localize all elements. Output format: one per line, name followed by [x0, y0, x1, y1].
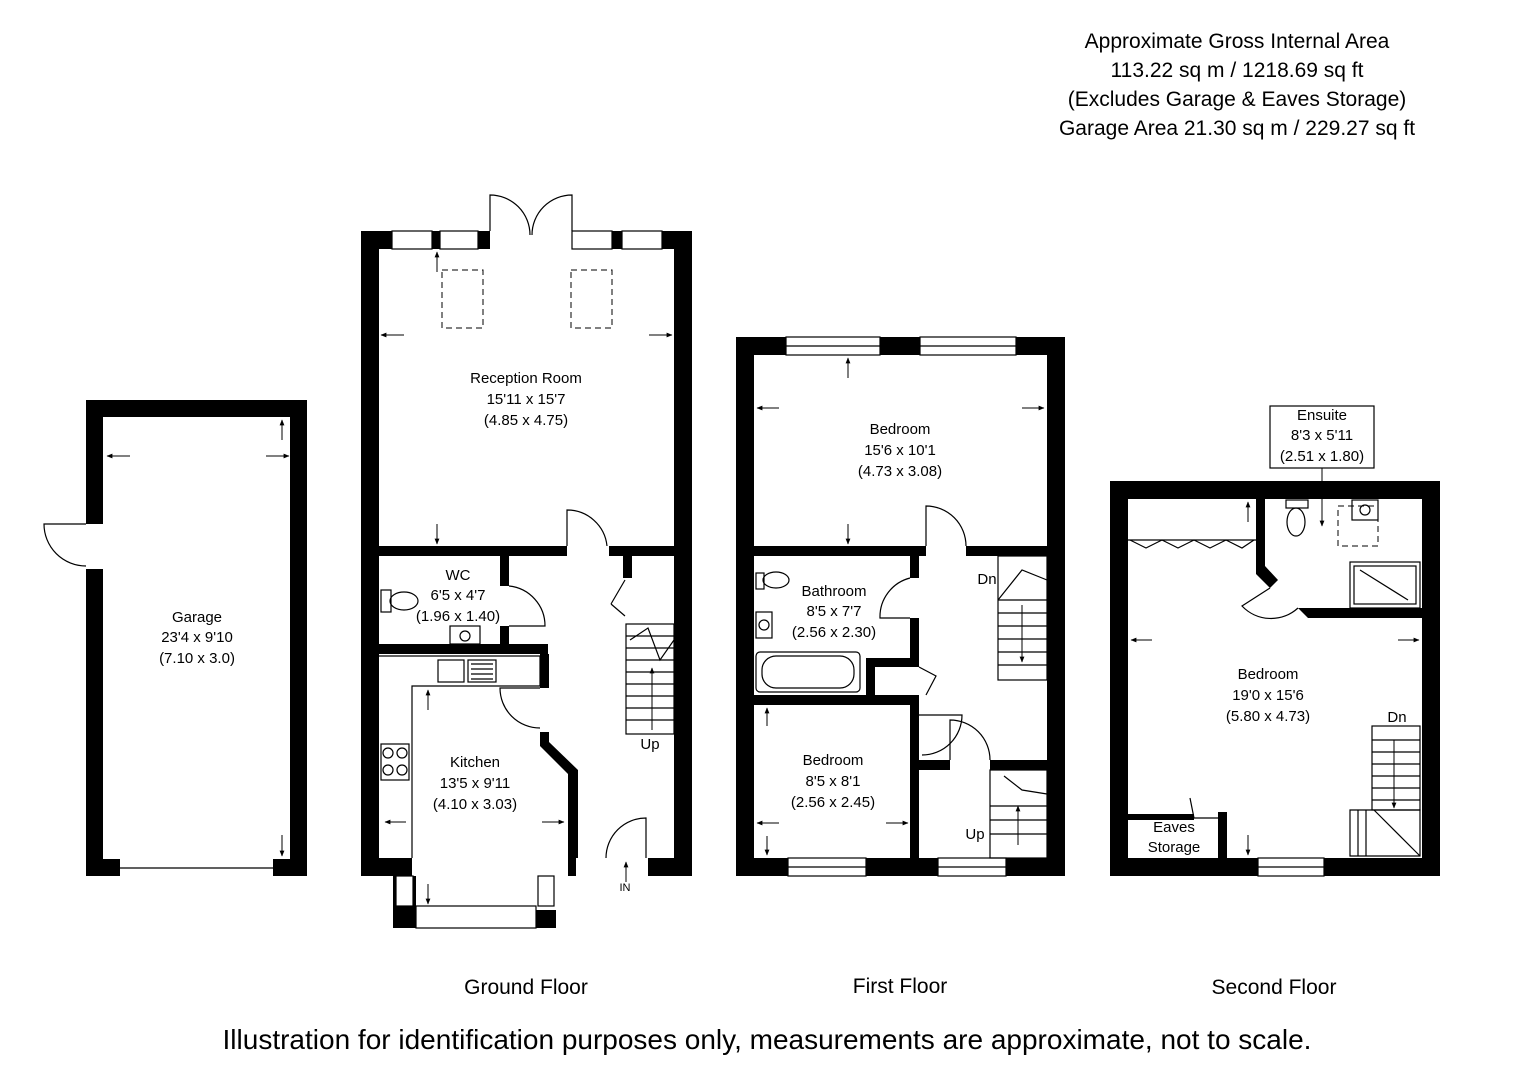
- stairs-down-icon: [1350, 726, 1420, 856]
- wc-metric: (1.96 x 1.40): [415, 608, 501, 625]
- ground-floor-plan: [361, 195, 692, 928]
- reception-door-icon: [567, 510, 607, 546]
- second-floor-caption: Second Floor: [1211, 976, 1337, 999]
- kitchen-imperial: 13'5 x 9'11: [439, 775, 511, 792]
- window: [416, 906, 536, 928]
- wardrobe-icon: [1130, 540, 1254, 548]
- sink-icon: [438, 660, 464, 682]
- toilet-icon: [1287, 508, 1305, 536]
- bedroom-rear-metric: (2.56 x 2.45): [790, 794, 876, 811]
- second-bedroom-name: Bedroom: [1237, 666, 1299, 683]
- ground-stairs-up-label: Up: [640, 736, 660, 753]
- window: [396, 876, 413, 906]
- bedroom-front-metric: (4.73 x 3.08): [857, 463, 943, 480]
- window: [572, 231, 612, 249]
- second-floor-plan: [1110, 406, 1440, 876]
- first-stairs-down-label: Dn: [977, 571, 997, 588]
- entrance-label: IN: [619, 882, 631, 894]
- window: [392, 231, 432, 249]
- first-floor-outer-walls: [736, 337, 1065, 876]
- second-stairs-down-label: Dn: [1387, 709, 1407, 726]
- reception-name: Reception Room: [470, 370, 582, 387]
- bedroom-rear-imperial: 8'5 x 8'1: [805, 773, 861, 790]
- skylight: [442, 270, 483, 328]
- eaves-label-line-2: Storage: [1147, 839, 1201, 856]
- second-bedroom-metric: (5.80 x 4.73): [1225, 708, 1311, 725]
- kitchen-name: Kitchen: [449, 754, 501, 771]
- wall: [623, 556, 632, 578]
- bedroom-door-icon: [926, 506, 966, 546]
- first-stairs-up-label: Up: [965, 826, 985, 843]
- garage-imperial: 23'4 x 9'10: [161, 629, 233, 646]
- ensuite-metric: (2.51 x 1.80): [1279, 448, 1365, 465]
- bedroom-front-imperial: 15'6 x 10'1: [864, 442, 936, 459]
- reception-metric: (4.85 x 4.75): [483, 412, 569, 429]
- skylight: [1338, 506, 1378, 546]
- bedroom-front-name: Bedroom: [869, 421, 931, 438]
- disclaimer-text: Illustration for identification purposes only, measurements are approximate, not to scale.: [222, 1024, 1312, 1055]
- wc-imperial: 6'5 x 4'7: [430, 587, 486, 604]
- window: [622, 231, 662, 249]
- area-line-2: 113.22 sq m / 1218.69 sq ft: [1110, 59, 1364, 82]
- area-line-3: (Excludes Garage & Eaves Storage): [1067, 88, 1407, 111]
- garage-name: Garage: [171, 609, 223, 626]
- wall: [754, 546, 926, 556]
- area-line-1: Approximate Gross Internal Area: [1084, 30, 1390, 53]
- bathroom-metric: (2.56 x 2.30): [791, 624, 877, 641]
- bedroom-rear-door-icon: [919, 715, 962, 755]
- wc-door-icon: [509, 586, 545, 626]
- area-line-4: Garage Area 21.30 sq m / 229.27 sq ft: [1058, 117, 1416, 140]
- ensuite-name: Ensuite: [1296, 407, 1348, 424]
- first-floor-caption: First Floor: [852, 975, 948, 998]
- eaves-label-line-1: Eaves: [1153, 819, 1195, 836]
- bathroom-imperial: 8'5 x 7'7: [806, 603, 862, 620]
- second-bedroom-imperial: 19'0 x 15'6: [1232, 687, 1304, 704]
- wall: [966, 546, 1047, 556]
- stairs-icon: [626, 624, 674, 734]
- stairs-down-icon: [998, 556, 1047, 680]
- front-door-icon: [606, 818, 646, 858]
- wall: [1298, 608, 1422, 618]
- wall: [1256, 499, 1278, 588]
- bathroom-name: Bathroom: [801, 583, 867, 600]
- window: [440, 231, 478, 249]
- wall: [500, 556, 509, 586]
- reception-imperial: 15'11 x 15'7: [486, 391, 566, 408]
- area-summary: [1059, 30, 1415, 140]
- cupboard-door-icon: [950, 720, 990, 760]
- wall: [540, 732, 578, 858]
- wc-name: WC: [445, 567, 471, 584]
- cupboard-door-icon: [611, 580, 625, 616]
- wall: [500, 626, 509, 644]
- bathroom-door-icon: [880, 578, 910, 618]
- french-doors-icon: [490, 195, 572, 235]
- bedroom-rear-name: Bedroom: [802, 752, 864, 769]
- ground-floor-caption: Ground Floor: [464, 976, 588, 999]
- wall: [379, 546, 567, 556]
- ensuite-door-icon: [1242, 588, 1298, 618]
- garage-metric: (7.10 x 3.0): [159, 650, 235, 667]
- garage-side-door-icon: [44, 524, 86, 566]
- skylight: [571, 270, 612, 328]
- garage-side-door-gap: [86, 524, 103, 569]
- window: [538, 876, 554, 906]
- wall: [540, 654, 549, 688]
- toilet-icon: [390, 592, 418, 610]
- ensuite-imperial: 8'3 x 5'11: [1290, 427, 1354, 444]
- bath-icon: [756, 652, 860, 692]
- basin-icon: [1352, 500, 1378, 520]
- wall: [379, 644, 548, 654]
- french-door-gap: [490, 231, 572, 249]
- cupboard-door-icon: [919, 667, 936, 695]
- wall: [609, 546, 674, 556]
- stairs-up-icon: [990, 770, 1047, 858]
- toilet-icon: [763, 572, 789, 588]
- first-floor-plan: [736, 337, 1065, 876]
- kitchen-door-icon: [500, 688, 540, 728]
- kitchen-metric: (4.10 x 3.03): [432, 796, 518, 813]
